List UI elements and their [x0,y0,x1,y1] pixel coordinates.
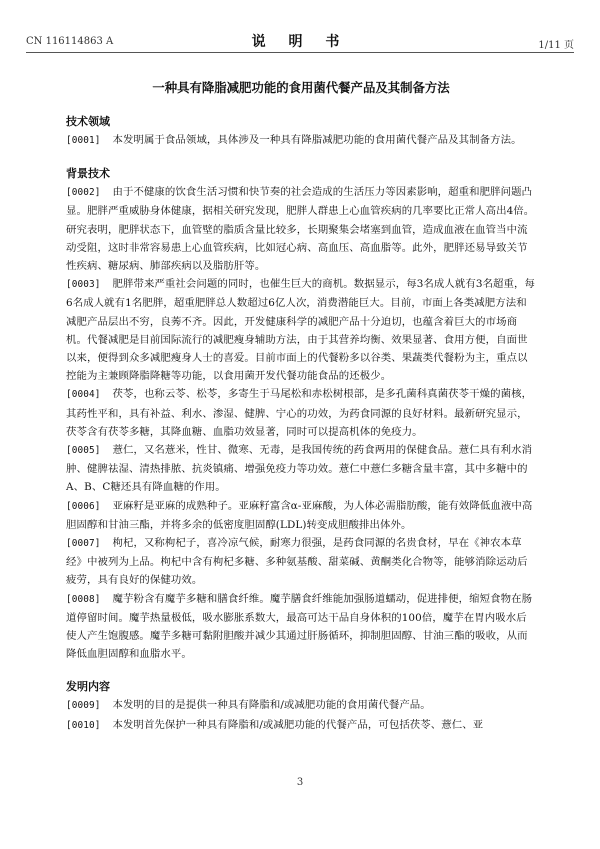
header-rule [26,52,574,53]
section-heading-technical-field: 技术领域 [66,115,110,128]
page-info: 1/11 页 [538,40,574,51]
paragraph [66,385,536,441]
paragraph-text: 本发明的目的是提供一种具有降脂和/或减肥功能的食用菌代餐产品。 [112,699,431,712]
document-type-label: 说 明 书 [251,34,349,50]
paragraph-number: [0009] [66,700,101,712]
section-heading-background: 背景技术 [66,167,110,181]
patent-number: CN 116114863 A [26,36,114,47]
paragraph [66,696,536,715]
paragraph [66,716,536,735]
document-title: 一种具有降脂减肥功能的食用菌代餐产品及其制备方法 [152,80,450,95]
paragraph-number: [0010] [66,719,101,731]
paragraph-text: 肥胖带来严重社会问题的同时，也催生巨大的商机。数据显示，每3名成人就有3名超重，每6名成人就有1名肥胖，超重肥胖总人数超过6亿人次，消费潜能巨大。目前，市面上各类减肥方法和减肥产品层出不穷，良莠不齐。因此，开发健康科学的减肥产品十分迫切，也蕴含着巨大的市场商机。代餐减肥是目前国际流行的减肥瘦身辅助方法，由于其营养均衡、效果显著、食用方便，自面世以来，便得到众多减肥瘦身人士的喜爱。目前市面上的代餐粉多以谷类、果蔬类代餐粉为主，重点以控能为主兼顾降脂降糖等功能，以食用菌开发代餐功能食品的还极少。 [66,278,536,383]
paragraph-text: 本发明首先保护一种具有降脂和/或减肥功能的代餐产品，可包括茯苓、薏仁、亚 [112,718,484,731]
section-heading-summary: 发明内容 [66,680,110,694]
paragraph-text: 薏仁，又名薏米，性甘、微寒、无毒，是我国传统的药食两用的保健食品。薏仁具有利水消肿、健脾祛湿、清热排脓、抗炎镇痛、增强免疫力等功效。薏仁中薏仁多糖含量丰富，其中多糖中的A、B、C糖还具有降血糖的作用。 [66,444,533,494]
paragraph-text: 亚麻籽是亚麻的成熟种子。亚麻籽富含α-亚麻酸，为人体必需脂肪酸，能有效降低血液中高胆固醇和甘油三酯，并将多余的低密度胆固醇(LDL)转变成胆酸排出体外。 [66,499,533,531]
paragraph-text: 魔芋粉含有魔芋多糖和膳食纤维。魔芋膳食纤维能加强肠道蠕动，促进排便，缩短食物在肠道停留时间。魔芋热量极低，吸水膨胀系数大，最高可达干品自身体积的100倍，魔芋在胃内吸水后使人产生饱腹感。魔芋多糖可黏附胆酸并减少其通过肝肠循环，抑制胆固醇、甘油三酯的吸收，从而降低血胆固醇和血脂水平。 [66,592,533,661]
paragraph-number: [0007] [66,538,101,550]
page-header [26,22,574,52]
paragraph-text: 由于不健康的饮食生活习惯和快节奏的社会造成的生活压力等因素影响，超重和肥胖问题凸显。肥胖严重威胁身体健康，据相关研究发现，肥胖人群患上心血管疾病的几率要比正常人高出4倍。研究表明，肥胖状态下，血管壁的脂质含量比较多，长期聚集会堵塞到血管，造成血液在血管当中流动受阻，这时非常容易患上心血管疾病，比如冠心病、高血压、高血脂等。此外，肥胖还易导致关节性疾病、糖尿病、肺部疾病以及脂肪肝等。 [66,186,535,273]
paragraph-number: [0005] [66,445,101,457]
paragraph-number: [0004] [66,389,101,401]
paragraph [66,131,536,150]
paragraph-number: [0003] [66,279,101,291]
page-number: 3 [296,777,304,788]
paragraph [66,534,536,590]
document-body [66,80,536,735]
paragraph [66,183,536,275]
paragraph-number: [0001] [66,135,101,146]
paragraph-number: [0002] [66,187,101,199]
paragraph-text: 枸杞，又称枸杞子，喜冷凉气候，耐寒力很强，是药食同源的名贵食材，早在《神农本草经》中被列为上品。枸杞中含有枸杞多糖、多种氨基酸、甜菜碱、黄酮类化合物等，能够消除运动后疲劳，具有良好的保健功效。 [66,537,528,587]
paragraph [66,441,536,497]
paragraph [66,497,536,534]
paragraph-number: [0006] [66,500,101,512]
paragraph [66,590,536,664]
paragraph-text: 茯苓，也称云苓、松苓，多寄生于马尾松和赤松树根部，是多孔菌科真菌茯苓干燥的菌核，其药性平和，具有补益、利水、渗湿、健脾、宁心的功效，为药食同源的良好材料。最新研究显示，茯苓含有茯苓多糖，其降血糖、血脂功效显著，同时可以提高机体的免疫力。 [66,388,533,438]
paragraph-number: [0008] [66,593,101,605]
paragraph [66,275,536,385]
paragraph-text: 本发明属于食品领域，具体涉及一种具有降脂减肥功能的食用菌代餐产品及其制备方法。 [112,134,522,146]
